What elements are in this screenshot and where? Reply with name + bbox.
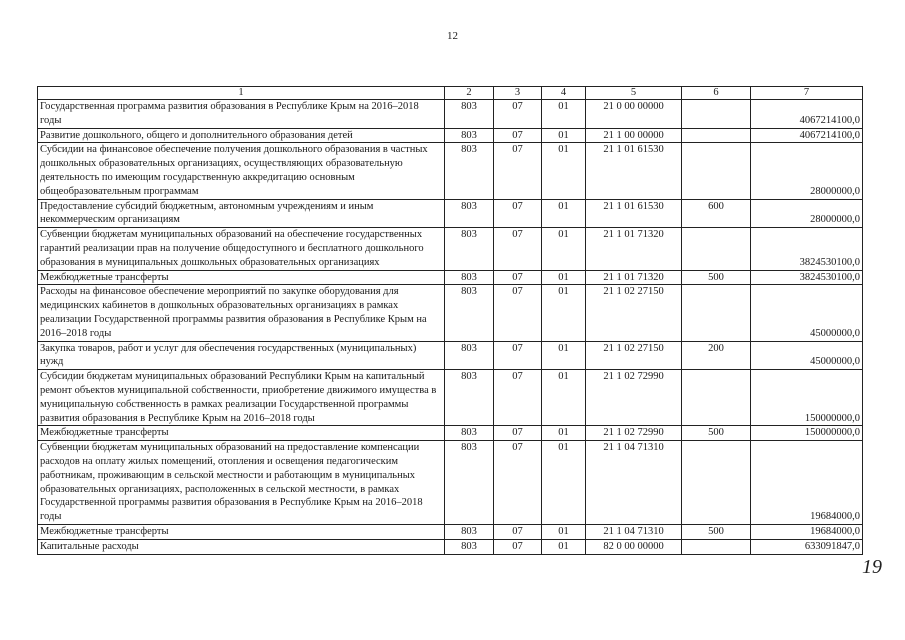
row-code-5: 21 1 00 00000 xyxy=(586,128,682,143)
table-row xyxy=(38,199,863,228)
row-code-6: 600 xyxy=(682,199,751,228)
row-code-6: 500 xyxy=(682,524,751,539)
row-code-5: 21 1 01 71320 xyxy=(586,270,682,285)
row-code-6 xyxy=(682,143,751,199)
row-code-4: 01 xyxy=(542,341,586,370)
row-code-5: 82 0 00 00000 xyxy=(586,539,682,554)
row-amount: 4067214100,0 xyxy=(751,100,863,129)
row-amount: 45000000,0 xyxy=(751,285,863,341)
header-cell: 6 xyxy=(682,87,751,100)
row-amount: 3824530100,0 xyxy=(751,228,863,270)
row-code-6 xyxy=(682,100,751,129)
table-header-row xyxy=(38,87,863,100)
row-code-2: 803 xyxy=(445,341,494,370)
row-amount: 150000000,0 xyxy=(751,426,863,441)
row-description: Субвенции бюджетам муниципальных образований на обеспечение государственных гарантий реализации прав на получение общедоступного и бесплатного дошкольного образования в муниципальных дошкольных образовательных организациях xyxy=(38,228,445,270)
row-description: Предоставление субсидий бюджетным, автономным учреждениям и иным некоммерческим организациям xyxy=(38,199,445,228)
row-description: Капитальные расходы xyxy=(38,539,445,554)
row-code-6: 500 xyxy=(682,270,751,285)
row-code-6 xyxy=(682,441,751,525)
row-code-6 xyxy=(682,228,751,270)
row-code-6 xyxy=(682,370,751,426)
row-code-6: 500 xyxy=(682,426,751,441)
row-code-4: 01 xyxy=(542,270,586,285)
header-cell: 7 xyxy=(751,87,863,100)
row-amount: 4067214100,0 xyxy=(751,128,863,143)
row-description: Субсидии бюджетам муниципальных образований Республики Крым на капитальный ремонт объектов муниципальной собственности, приобретение движимого имущества в муниципальную собственность в рамках реализации Государственной программы развития образования в Республике Крым на 2016–2018 годы xyxy=(38,370,445,426)
row-code-6 xyxy=(682,539,751,554)
table-row xyxy=(38,441,863,525)
row-code-5: 21 1 02 72990 xyxy=(586,426,682,441)
row-code-5: 21 1 02 27150 xyxy=(586,341,682,370)
row-code-5: 21 1 02 72990 xyxy=(586,370,682,426)
row-code-4: 01 xyxy=(542,426,586,441)
table-row xyxy=(38,270,863,285)
row-code-3: 07 xyxy=(494,285,542,341)
row-code-4: 01 xyxy=(542,539,586,554)
row-amount: 19684000,0 xyxy=(751,441,863,525)
handwritten-page-mark: 19 xyxy=(862,556,882,578)
row-code-2: 803 xyxy=(445,524,494,539)
header-cell: 4 xyxy=(542,87,586,100)
row-code-5: 21 1 04 71310 xyxy=(586,441,682,525)
row-code-3: 07 xyxy=(494,128,542,143)
row-code-3: 07 xyxy=(494,199,542,228)
table-row xyxy=(38,370,863,426)
row-code-3: 07 xyxy=(494,426,542,441)
row-code-6: 200 xyxy=(682,341,751,370)
header-cell: 1 xyxy=(38,87,445,100)
row-amount: 19684000,0 xyxy=(751,524,863,539)
row-code-2: 803 xyxy=(445,128,494,143)
row-code-4: 01 xyxy=(542,100,586,129)
row-code-5: 21 1 01 61530 xyxy=(586,143,682,199)
row-code-3: 07 xyxy=(494,341,542,370)
row-code-2: 803 xyxy=(445,100,494,129)
table-row xyxy=(38,143,863,199)
header-cell: 2 xyxy=(445,87,494,100)
row-code-6 xyxy=(682,285,751,341)
row-code-5: 21 1 01 71320 xyxy=(586,228,682,270)
budget-table xyxy=(37,86,863,555)
row-code-2: 803 xyxy=(445,199,494,228)
row-code-2: 803 xyxy=(445,441,494,525)
row-code-3: 07 xyxy=(494,524,542,539)
row-code-4: 01 xyxy=(542,199,586,228)
table-row xyxy=(38,228,863,270)
row-code-2: 803 xyxy=(445,270,494,285)
row-description: Развитие дошкольного, общего и дополнительного образования детей xyxy=(38,128,445,143)
row-amount: 633091847,0 xyxy=(751,539,863,554)
row-code-3: 07 xyxy=(494,100,542,129)
row-description: Государственная программа развития образования в Республике Крым на 2016–2018 годы xyxy=(38,100,445,129)
row-code-3: 07 xyxy=(494,441,542,525)
row-code-4: 01 xyxy=(542,143,586,199)
table-row xyxy=(38,341,863,370)
row-code-4: 01 xyxy=(542,370,586,426)
row-description: Субвенции бюджетам муниципальных образований на предоставление компенсации расходов на оплату жилых помещений, отопления и освещения педагогическим работникам, проживающим в сельской местности и работающим в муниципальных образовательных организациях, расположенных в сельской местности, в рамках Государственной программы развития образования в Республике Крым на 2016–2018 годы xyxy=(38,441,445,525)
row-code-2: 803 xyxy=(445,285,494,341)
row-amount: 45000000,0 xyxy=(751,341,863,370)
row-code-4: 01 xyxy=(542,524,586,539)
row-amount: 150000000,0 xyxy=(751,370,863,426)
row-code-5: 21 1 01 61530 xyxy=(586,199,682,228)
row-amount: 28000000,0 xyxy=(751,199,863,228)
row-code-3: 07 xyxy=(494,270,542,285)
page-number: 12 xyxy=(447,30,458,42)
table-row xyxy=(38,100,863,129)
row-code-2: 803 xyxy=(445,370,494,426)
table-row xyxy=(38,524,863,539)
header-cell: 5 xyxy=(586,87,682,100)
table-row xyxy=(38,426,863,441)
row-amount: 3824530100,0 xyxy=(751,270,863,285)
row-code-6 xyxy=(682,128,751,143)
row-code-5: 21 0 00 00000 xyxy=(586,100,682,129)
row-code-4: 01 xyxy=(542,285,586,341)
row-code-3: 07 xyxy=(494,539,542,554)
row-description: Субсидии на финансовое обеспечение получения дошкольного образования в частных дошкольных образовательных организациях, осуществляющих образовательную деятельность по имеющим государственную аккредитацию основным общеобразовательным программам xyxy=(38,143,445,199)
row-code-2: 803 xyxy=(445,539,494,554)
row-description: Расходы на финансовое обеспечение мероприятий по закупке оборудования для медицинских кабинетов в дошкольных образовательных организациях в рамках реализации Государственной программы развития образования в Республике Крым на 2016–2018 годы xyxy=(38,285,445,341)
row-code-4: 01 xyxy=(542,228,586,270)
row-code-3: 07 xyxy=(494,228,542,270)
row-code-2: 803 xyxy=(445,426,494,441)
row-code-4: 01 xyxy=(542,441,586,525)
row-code-3: 07 xyxy=(494,143,542,199)
row-description: Межбюджетные трансферты xyxy=(38,524,445,539)
header-cell: 3 xyxy=(494,87,542,100)
row-code-3: 07 xyxy=(494,370,542,426)
row-description: Межбюджетные трансферты xyxy=(38,270,445,285)
row-code-4: 01 xyxy=(542,128,586,143)
table-row xyxy=(38,539,863,554)
row-description: Межбюджетные трансферты xyxy=(38,426,445,441)
row-amount: 28000000,0 xyxy=(751,143,863,199)
table-row xyxy=(38,285,863,341)
row-code-2: 803 xyxy=(445,228,494,270)
row-code-5: 21 1 04 71310 xyxy=(586,524,682,539)
row-code-5: 21 1 02 27150 xyxy=(586,285,682,341)
table-row xyxy=(38,128,863,143)
row-code-2: 803 xyxy=(445,143,494,199)
row-description: Закупка товаров, работ и услуг для обеспечения государственных (муниципальных) нужд xyxy=(38,341,445,370)
